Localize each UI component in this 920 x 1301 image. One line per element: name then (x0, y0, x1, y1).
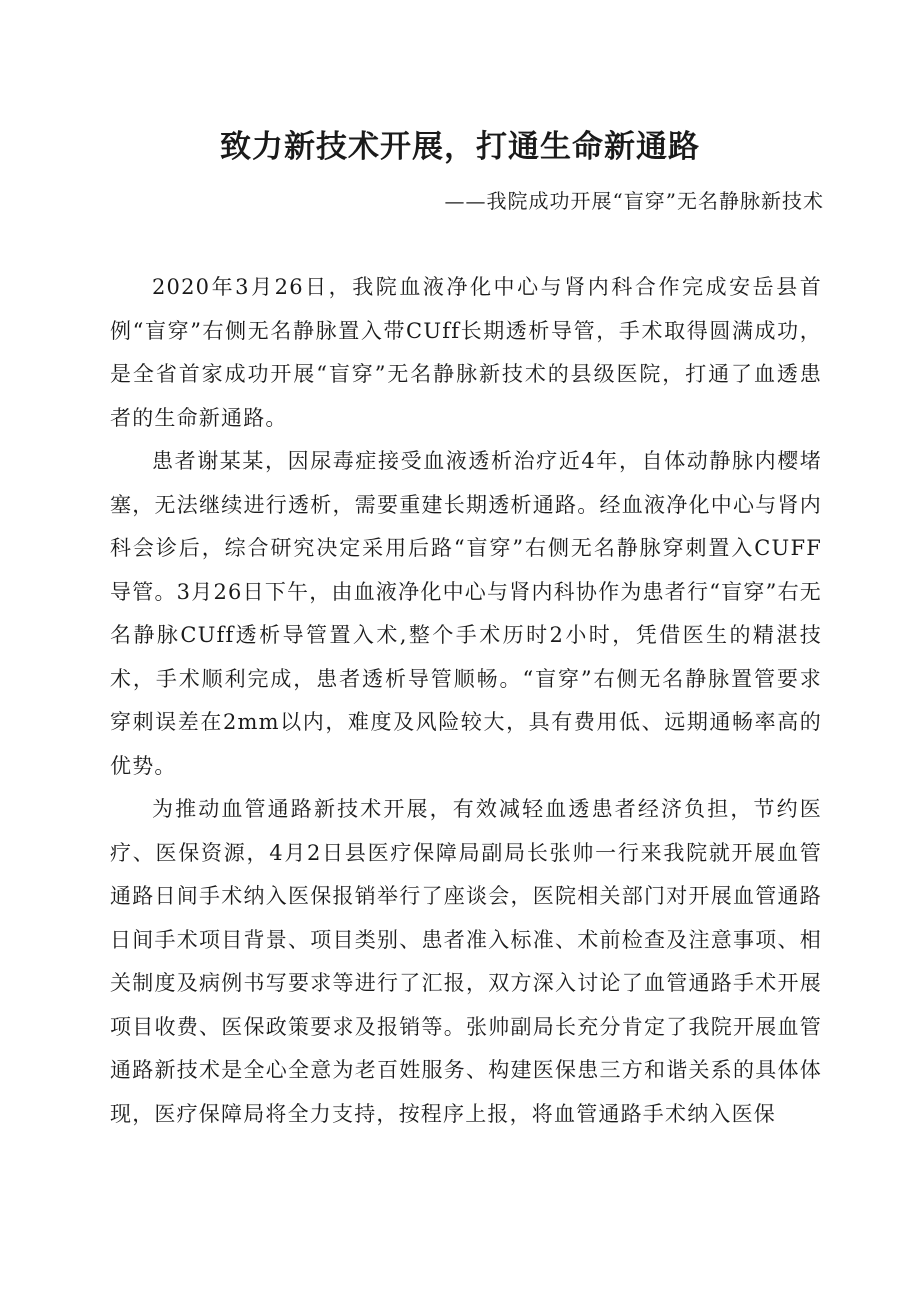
document-title: 致力新技术开展，打通生命新通路 (220, 129, 700, 165)
document-subtitle: ——我院成功开展“盲穿”无名静脉新技术 (444, 189, 824, 213)
paragraph-2: 患者谢某某，因尿毒症接受血液透析治疗近4年，自体动静脉内樱堵塞，无法继续进行透析，需要重建长期透析通路。经血液净化中心与肾内科会诊后，综合研究决定采用后路“盲穿”右侧无名静脉穿刺置入CUFF导管。3月26日下午，由血液净化中心与肾内科协作为患者行“盲穿”右无名静脉CUff透析导管置入术,整个手术历时2小时，凭借医生的精湛技术，手术顺利完成，患者透析导管顺畅。“盲穿”右侧无名静脉置管要求穿刺误差在2mm以内，难度及风险较大，具有费用低、远期通畅率高的优势。 (110, 449, 822, 778)
paragraph-3: 为推动血管通路新技术开展，有效减轻血透患者经济负担，节约医疗、医保资源，4月2日县医疗保障局副局长张帅一行来我院就开展血管通路日间手术纳入医保报销举行了座谈会，医院相关部门对开展血管通路日间手术项目背景、项目类别、患者准入标准、术前检查及注意事项、相关制度及病例书写要求等进行了汇报，双方深入讨论了血管通路手术开展项目收费、医保政策要求及报销等。张帅副局长充分肯定了我院开展血管通路新技术是全心全意为老百姓服务、构建医保患三方和谐关系的具体体现，医疗保障局将全力支持，按程序上报，将血管通路手术纳入医保 (110, 797, 822, 1126)
document-body (110, 266, 822, 1136)
paragraph-1: 2020年3月26日，我院血液净化中心与肾内科合作完成安岳县首例“盲穿”右侧无名静脉置入带CUff长期透析导管，手术取得圆满成功，是全省首家成功开展“盲穿”无名静脉新技术的县级医院，打通了血透患者的生命新通路。 (110, 275, 822, 430)
